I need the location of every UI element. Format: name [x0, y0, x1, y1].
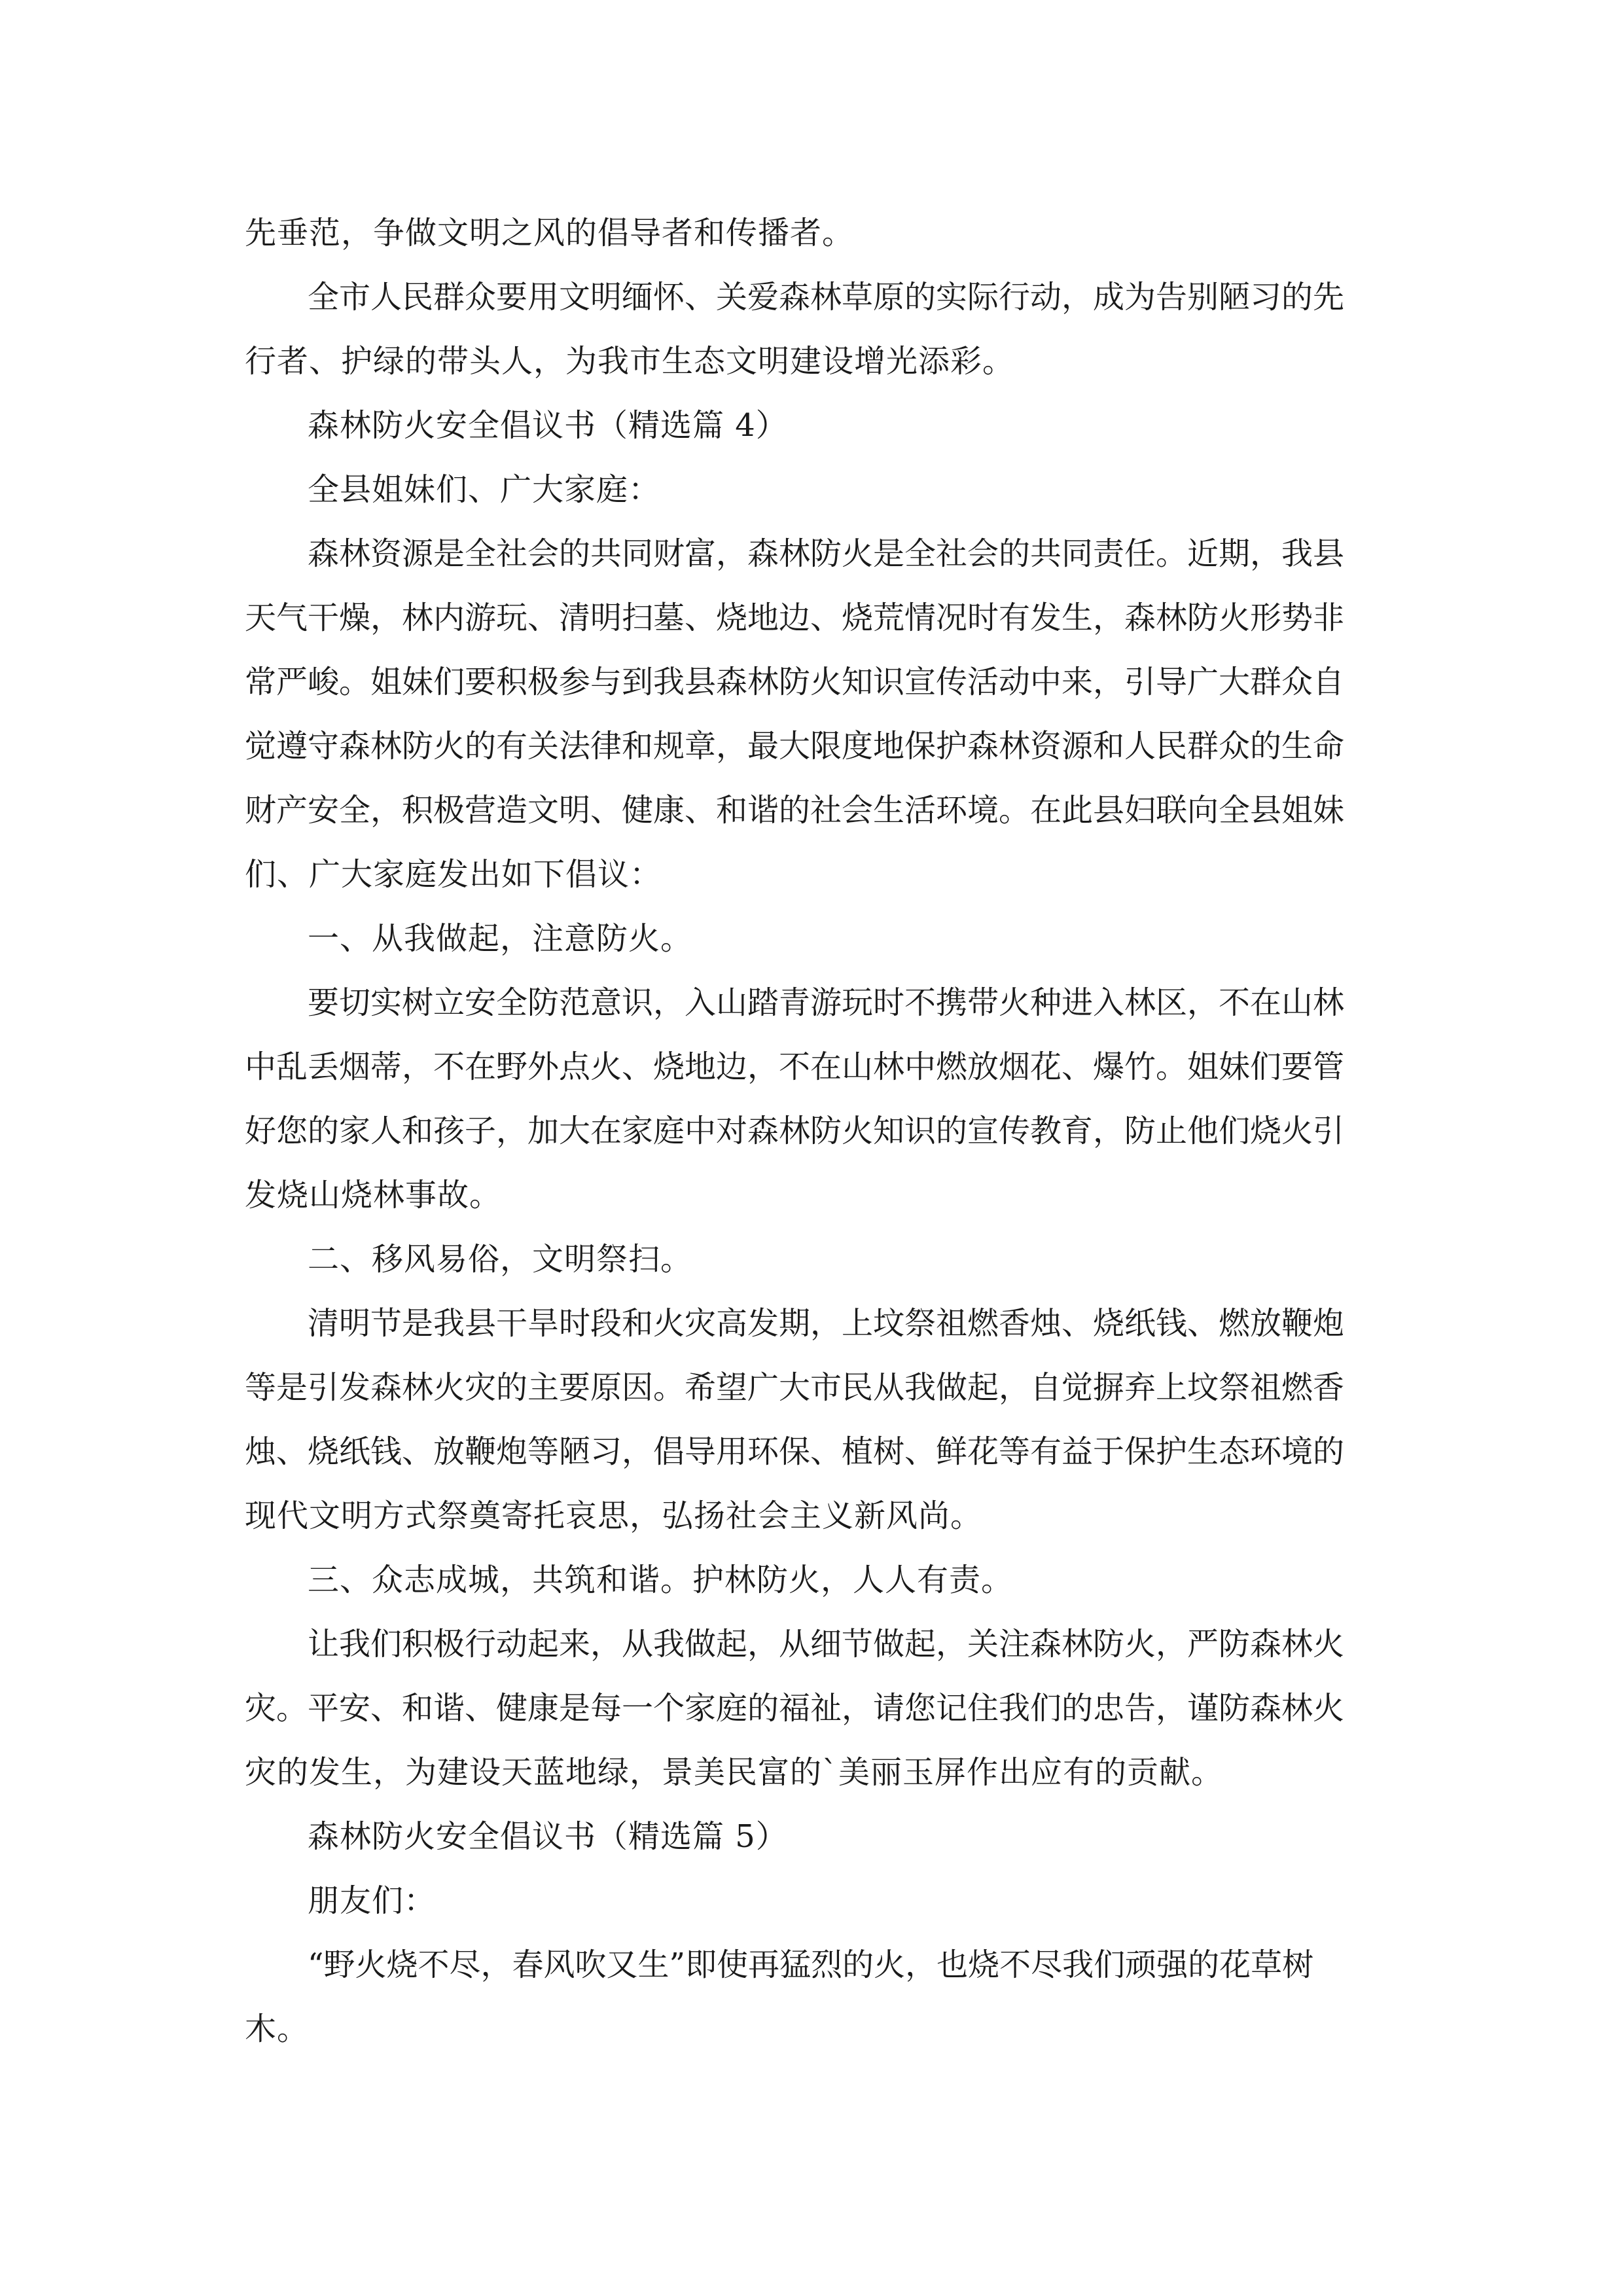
text-line: 三、众志成城，共筑和谐。护林防火，人人有责。 [308, 1562, 1014, 1598]
paragraph [245, 265, 1379, 393]
paragraph [245, 1548, 1379, 1612]
text-line: 好您的家人和孩子，加大在家庭中对森林防火知识的宣传教育，防止他们烧火引 [245, 1113, 1345, 1149]
text-line: 森林防火安全倡议书（精选篇 4） [308, 407, 788, 444]
text-line: 全市人民群众要用文明缅怀、关爱森林草原的实际行动，成为告别陋习的先 [308, 279, 1345, 315]
text-line: 现代文明方式祭奠寄托哀思，弘扬社会主义新风尚。 [245, 1498, 983, 1534]
text-line: 们、广大家庭发出如下倡议： [245, 856, 662, 893]
text-line: 朋友们： [308, 1882, 437, 1919]
document-body [245, 201, 1379, 2061]
paragraph [245, 1933, 1379, 2061]
paragraph [245, 906, 1379, 971]
paragraph [245, 1291, 1379, 1548]
paragraph [245, 522, 1379, 906]
paragraph [245, 1869, 1379, 1933]
text-line: 行者、护绿的带头人，为我市生态文明建设增光添彩。 [245, 343, 1015, 380]
text-line: 常严峻。姐妹们要积极参与到我县森林防火知识宣传活动中来，引导广大群众自 [245, 664, 1345, 700]
text-line: 森林防火安全倡议书（精选篇 5） [308, 1818, 788, 1855]
text-line: 天气干燥，林内游玩、清明扫墓、烧地边、烧荒情况时有发生，森林防火形势非 [245, 600, 1345, 636]
text-line: 先垂范，争做文明之风的倡导者和传播者。 [245, 215, 855, 251]
paragraph [245, 393, 1379, 457]
text-line: 清明节是我县干旱时段和火灾高发期，上坟祭祖燃香烛、烧纸钱、燃放鞭炮 [308, 1305, 1345, 1342]
paragraph [245, 457, 1379, 522]
text-line: 灾。平安、和谐、健康是每一个家庭的福祉，请您记住我们的忠告，谨防森林火 [245, 1690, 1345, 1727]
text-line: 等是引发森林火灾的主要原因。希望广大市民从我做起，自觉摒弃上坟祭祖燃香 [245, 1369, 1345, 1406]
text-line: 灾的发生，为建设天蓝地绿，景美民富的`美丽玉屏作出应有的贡献。 [245, 1754, 1224, 1791]
text-line: 要切实树立安全防范意识，入山踏青游玩时不携带火种进入林区，不在山林 [308, 984, 1345, 1021]
text-line: 二、移风易俗，文明祭扫。 [308, 1241, 693, 1278]
paragraph [245, 1612, 1379, 1804]
paragraph [245, 201, 1379, 265]
text-line: 木。 [245, 2011, 310, 2047]
text-line: 烛、烧纸钱、放鞭炮等陋习，倡导用环保、植树、鲜花等有益于保护生态环境的 [245, 1433, 1345, 1470]
paragraph [245, 971, 1379, 1227]
text-line: 中乱丢烟蒂，不在野外点火、烧地边，不在山林中燃放烟花、爆竹。姐妹们要管 [245, 1049, 1345, 1085]
text-line: 发烧山烧林事故。 [245, 1177, 502, 1213]
text-line: 一、从我做起，注意防火。 [308, 920, 693, 957]
text-line: 让我们积极行动起来，从我做起，从细节做起，关注森林防火，严防森林火 [308, 1626, 1345, 1662]
text-line: 森林资源是全社会的共同财富，森林防火是全社会的共同责任。近期，我县 [308, 535, 1345, 572]
text-line: 觉遵守森林防火的有关法律和规章，最大限度地保护森林资源和人民群众的生命 [245, 728, 1345, 764]
paragraph [245, 1804, 1379, 1869]
text-line: 全县姐妹们、广大家庭： [308, 471, 661, 508]
paragraph [245, 1227, 1379, 1291]
text-line: “野火烧不尽，春风吹又生”即使再猛烈的火，也烧不尽我们顽强的花草树 [308, 1946, 1314, 1983]
text-line: 财产安全，积极营造文明、健康、和谐的社会生活环境。在此县妇联向全县姐妹 [245, 792, 1345, 829]
